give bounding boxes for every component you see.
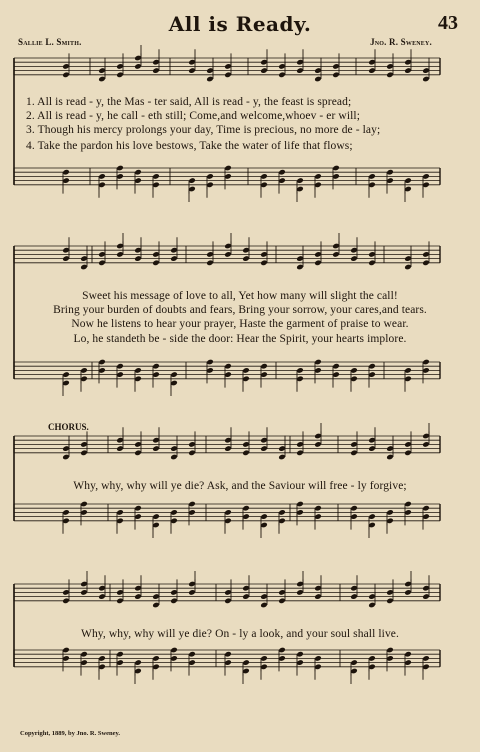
- composer-credit: Jno. R. Sweney.: [370, 37, 432, 47]
- verse-3-line-2: Now he listens to hear your prayer, Haste the garment of praise to wear.: [71, 318, 409, 330]
- chorus-label: CHORUS.: [48, 422, 89, 432]
- chorus-line-1: Why, why, why will ye die? Ask, and the Saviour will free - ly forgive;: [73, 480, 407, 492]
- verse-1-line-2: Sweet his message of love to all, Yet how many will slight the call!: [82, 290, 398, 302]
- lyricist-credit: Sallie L. Smith.: [18, 37, 82, 47]
- verse-1-line-1: 1. All is read - y, the Mas - ter said, All is read - y, the feast is spread;: [26, 96, 352, 108]
- verse-2-line-2: Bring your burden of doubts and fears, Bring your sorrow, your cares,and tears.: [53, 304, 427, 316]
- chorus-line-2: Why, why, why will ye die? On - ly a look, and your soul shall live.: [81, 628, 399, 640]
- verse-4-line-1: 4. Take the pardon his love bestows, Take the water of life that flows;: [26, 140, 353, 152]
- copyright-notice: Copyright, 1889, by Jno. R. Sweney.: [20, 730, 121, 737]
- verse-2-line-1: 2. All is read - y, he call - eth still; Come,and welcome,whoev - er will;: [26, 110, 360, 122]
- verse-3-line-1: 3. Though his mercy prolongs your day, Time is precious, no more de - lay;: [26, 124, 381, 136]
- hymn-title: All is Ready.: [168, 12, 312, 36]
- verse-4-line-2: Lo, he standeth be - side the door: Hear the Spirit, your hearts implore.: [73, 333, 407, 345]
- page-number: 43: [438, 12, 458, 34]
